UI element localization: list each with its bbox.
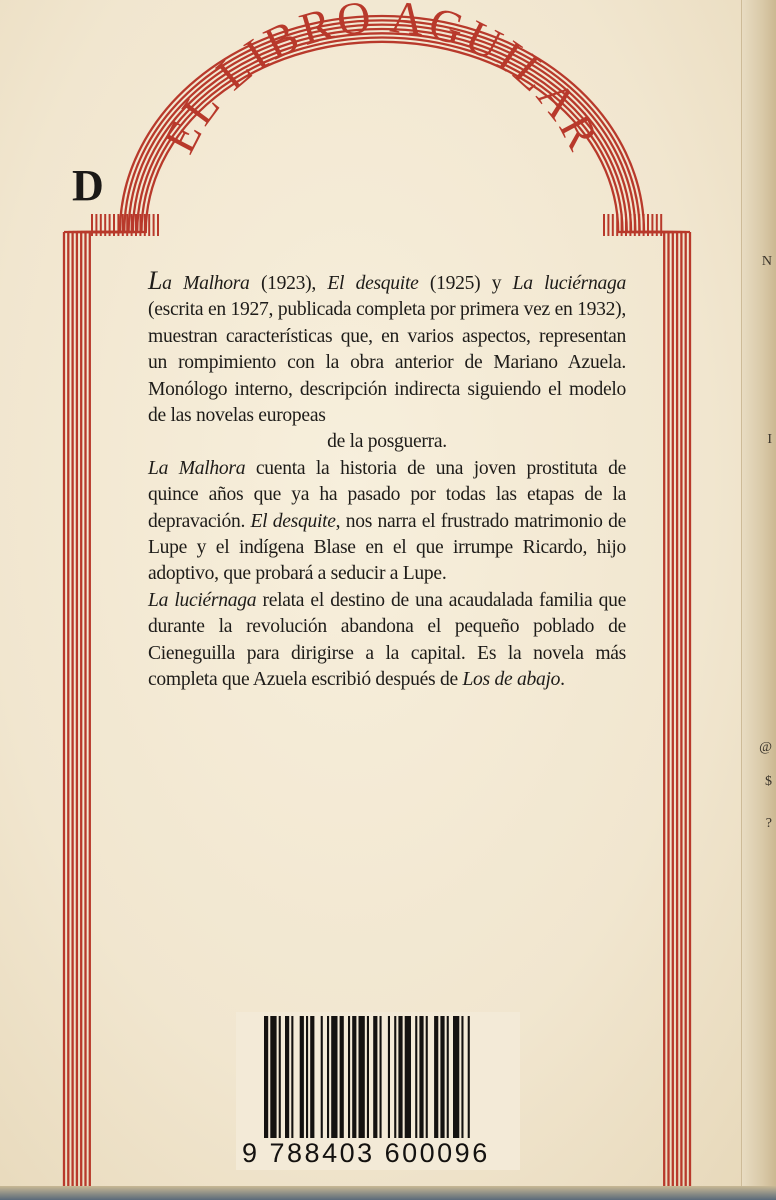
barcode-bar — [394, 1016, 396, 1138]
barcode-bar — [291, 1016, 293, 1138]
publisher-letter: D — [72, 161, 104, 210]
spine-mark: $ — [765, 774, 772, 789]
title-el-desquite: El desquite — [327, 273, 419, 294]
barcode-bar — [461, 1016, 463, 1138]
barcode-bar — [285, 1016, 289, 1138]
synopsis-paragraph-1: La Malhora (1923), El desquite (1925) y La luciérnaga (escrita en 1927, publicada completa por primera vez en 1932), muestran características que, en varios aspectos, representan un rompimiento con la obra anterior de Mariano Azuela. Monólogo interno, descripción indirecta siguiendo el modelo de las novelas europeas — [148, 266, 626, 427]
barcode-bar — [327, 1016, 329, 1138]
barcode-bar — [279, 1016, 281, 1138]
title-la-luciernaga: La luciérnaga — [512, 273, 626, 294]
barcode-bar — [415, 1016, 417, 1138]
barcode-bar — [453, 1016, 459, 1138]
spine-mark: ? — [765, 816, 772, 831]
barcode-bar — [359, 1016, 365, 1138]
barcode-bar — [398, 1016, 402, 1138]
barcode-bar — [419, 1016, 423, 1138]
barcode-bar — [348, 1016, 350, 1138]
bottom-edge — [0, 1186, 776, 1200]
title-la-malhora: a Malhora — [162, 273, 250, 294]
barcode-bar — [321, 1016, 323, 1138]
barcode-bar — [388, 1016, 390, 1138]
synopsis — [148, 268, 626, 694]
isbn-number: 9 788403 600096 — [236, 1138, 512, 1169]
barcode-bar — [426, 1016, 428, 1138]
barcode-bar — [447, 1016, 449, 1138]
barcode-bar — [380, 1016, 382, 1138]
barcode-bar — [300, 1016, 304, 1138]
synopsis-paragraph-1-end: de la posguerra. — [327, 431, 447, 453]
barcode-bar — [310, 1016, 314, 1138]
barcode-bar — [440, 1016, 444, 1138]
spine-mark: N — [761, 254, 772, 269]
barcode-bar — [434, 1016, 438, 1138]
barcode-bar — [340, 1016, 344, 1138]
drop-cap: L — [148, 266, 163, 295]
barcode-bar — [405, 1016, 411, 1138]
barcode-bar — [352, 1016, 356, 1138]
spine-edge — [741, 0, 776, 1200]
series-title: EL LIBRO AGUILAR — [153, 0, 611, 161]
barcode-bar — [331, 1016, 337, 1138]
synopsis-paragraph-3: La luciérnaga relata el destino de una acaudalada familia que durante la revolución abandona el pequeño poblado de Cieneguilla para dirigirse a la capital. Es la novela más completa que Azuela escribió después de Los de abajo. — [148, 589, 626, 691]
barcode-bar — [306, 1016, 308, 1138]
synopsis-paragraph-2: La Malhora cuenta la historia de una joven prostituta de quince años que ya ha pasado por todas las etapas de la depravación. El desquite, nos narra el frustrado matrimonio de Lupe y el indígena Blase en el que irrumpe Ricardo, hijo adoptivo, que probará a seducir a Lupe. — [148, 457, 627, 585]
spine-mark: @ — [759, 740, 772, 755]
spine-mark: I — [767, 432, 772, 447]
